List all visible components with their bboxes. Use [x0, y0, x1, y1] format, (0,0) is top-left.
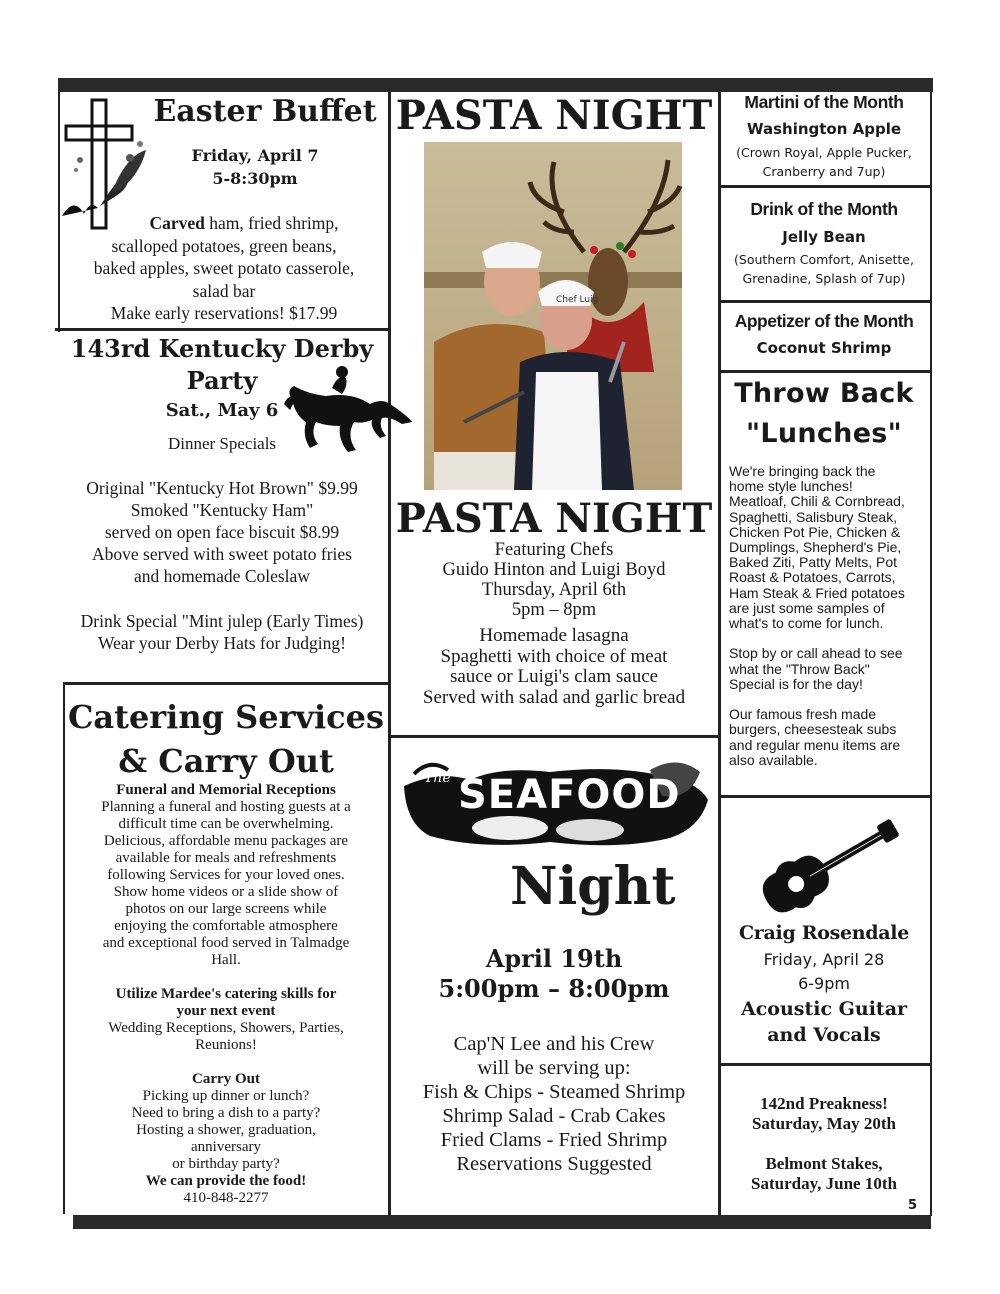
funeral-line: Hall.: [211, 952, 241, 968]
carry-heading: Carry Out: [192, 1071, 260, 1087]
derby-title-line1: 143rd Kentucky Derby: [70, 334, 374, 363]
derby-special-line: served on open face biscuit $8.99: [104, 522, 340, 542]
throwback-body: [729, 464, 929, 768]
drink-desc: [720, 250, 928, 288]
throwback-line: home style lunches!: [729, 478, 853, 495]
music-act-line2: and Vocals: [767, 1024, 881, 1046]
funeral-line: and exceptional food served in Talmadge: [102, 935, 350, 951]
guitar-icon: [750, 806, 902, 916]
pasta-info: [392, 540, 716, 620]
carry-line: Need to bring a dish to a party?: [131, 1105, 321, 1121]
throwback-line: Baked Ziti, Patty Melts, Pot: [729, 554, 898, 571]
funeral-line: Show home videos or a slide show of: [113, 884, 339, 900]
seafood-logo-word: SEAFOOD: [458, 772, 681, 818]
drink-desc-line2: Grenadine, Splash of 7up): [742, 271, 906, 286]
rule-music-races: [718, 1063, 932, 1066]
derby-special-line: Above served with sweet potato fries: [92, 544, 352, 564]
music-act-line1: Acoustic Guitar: [740, 998, 908, 1020]
preakness-line2: Saturday, May 20th: [751, 1114, 897, 1133]
throwback-title-line2: "Lunches": [745, 418, 903, 449]
easter-menu-line: scalloped potatoes, green beans,: [111, 235, 337, 256]
hat-text: Chef Luig: [556, 295, 599, 305]
phone-number: 410-848-2277: [183, 1190, 269, 1206]
drink-desc-line1: (Southern Comfort, Anisette,: [734, 252, 914, 267]
funeral-line: available for meals and refreshments: [115, 850, 337, 866]
rule-martini-drink: [718, 185, 932, 188]
funeral-line: difficult time can be overwhelming.: [118, 816, 334, 832]
carry-line: or birthday party?: [172, 1156, 280, 1172]
drink-name: Jelly Bean: [782, 228, 866, 246]
utilize-heading-line1: Utilize Mardee's catering skills for: [115, 986, 337, 1002]
funeral-heading: Funeral and Memorial Receptions: [116, 782, 336, 798]
drink-heading: Drink of the Month: [750, 199, 898, 219]
pasta-date: Thursday, April 6th: [481, 580, 627, 600]
throwback-line: Roast & Potatoes, Carrots,: [729, 569, 896, 586]
derby-special-line: Smoked "Kentucky Ham": [130, 500, 314, 520]
rule-appetizer-throwback: [718, 370, 932, 373]
throwback-line: burgers, cheesesteak subs: [729, 721, 897, 738]
easter-menu: [64, 212, 384, 325]
easter-menu-line: salad bar: [192, 280, 256, 301]
funeral-line: Delicious, affordable menu packages are: [103, 833, 349, 849]
derby-special-line: Original "Kentucky Hot Brown" $9.99: [86, 478, 358, 498]
throwback-line: are just some samples of: [729, 599, 885, 616]
throwback-title-line1: Throw Back: [734, 378, 914, 409]
funeral-line: following Services for your loved ones.: [107, 867, 345, 883]
top-bar: [58, 78, 933, 92]
easter-menu-lead: Carved: [149, 213, 205, 233]
pasta-menu-line: sauce or Luigi's clam sauce: [449, 666, 659, 687]
bottom-bar: [73, 1215, 931, 1229]
seafood-line: Fish & Chips - Steamed Shrimp: [422, 1081, 686, 1103]
rule-pasta-seafood: [390, 735, 720, 738]
funeral-line: photos on our large screens while: [125, 901, 327, 917]
seafood-logo: [400, 750, 712, 854]
chefs-photo: [424, 142, 682, 490]
seafood-night-word: Night: [510, 856, 676, 917]
rule-easter-derby: [55, 328, 390, 331]
pasta-title-bottom: PASTA NIGHT: [395, 495, 713, 542]
music-performer: Craig Rosendale: [738, 922, 910, 944]
utilize-line: Wedding Receptions, Showers, Parties,: [108, 1020, 344, 1036]
right-column-edge: [930, 92, 932, 1216]
rule-drink-appetizer: [718, 300, 932, 303]
easter-title: Easter Buffet: [153, 94, 377, 129]
music-date: Friday, April 28: [763, 950, 885, 969]
pasta-menu-line: Homemade lasagna: [479, 625, 629, 646]
derby-drink-line1: Drink Special "Mint julep (Early Times): [80, 611, 364, 631]
martini-desc-line2: Cranberry and 7up): [762, 164, 886, 179]
throwback-line: what's to come for lunch.: [729, 615, 884, 632]
throwback-line: Dumplings, Shepherd's Pie,: [729, 539, 902, 556]
easter-date: Friday, April 7: [191, 146, 319, 165]
music-act: [720, 996, 928, 1048]
seafood-logo-small: The: [424, 770, 451, 786]
derby-title-line2: Party: [186, 366, 258, 395]
throwback-line: also available.: [729, 751, 818, 768]
rule-throwback-music: [718, 795, 932, 798]
seafood-line: Fried Clams - Fried Shrimp: [440, 1129, 668, 1151]
carry-line: Picking up dinner or lunch?: [142, 1088, 310, 1104]
derby-special-line: and homemade Coleslaw: [134, 566, 310, 586]
martini-name: Washington Apple: [746, 120, 902, 138]
funeral-line: Planning a funeral and hosting guests at a: [101, 799, 351, 815]
throwback-line: Meatloaf, Chili & Cornbread,: [729, 493, 905, 510]
throwback-line: Spaghetti, Salisbury Steak,: [729, 508, 898, 525]
music-time: 6-9pm: [798, 974, 850, 993]
derby-drink: [58, 610, 386, 654]
martini-desc-line1: (Crown Royal, Apple Pucker,: [736, 145, 912, 160]
funeral-line: enjoying the comfortable atmosphere: [114, 918, 338, 934]
derby-drink-line2: Wear your Derby Hats for Judging!: [98, 633, 346, 653]
racehorse-icon: [282, 364, 414, 458]
carry-line: Hosting a shower, graduation,: [136, 1122, 316, 1138]
throwback-line: Special is for the day!: [729, 675, 863, 692]
throwback-line: Stop by or call ahead to see: [729, 645, 903, 662]
pasta-title-top: PASTA NIGHT: [395, 92, 713, 139]
throwback-line: Chicken Pot Pie, Chicken &: [729, 523, 901, 540]
seafood-menu: [392, 1032, 716, 1176]
throwback-line: Our famous fresh made: [729, 706, 877, 723]
rule-derby-catering: [63, 682, 390, 685]
seafood-date: April 19th: [485, 944, 623, 973]
martini-desc: [720, 143, 928, 181]
easter-time: 5-8:30pm: [212, 169, 298, 188]
seafood-line: Cap'N Lee and his Crew: [453, 1033, 655, 1055]
pasta-featuring: Featuring Chefs: [494, 540, 614, 560]
seafood-line: will be serving up:: [477, 1057, 631, 1079]
seafood-line: Reservations Suggested: [456, 1153, 652, 1175]
races: [720, 1094, 928, 1194]
pasta-time: 5pm – 8pm: [511, 600, 597, 620]
utilize-line: Reunions!: [195, 1037, 257, 1053]
appetizer-heading: Appetizer of the Month: [734, 311, 914, 331]
catering-body: [66, 782, 386, 1207]
pasta-chefs: Guido Hinton and Luigi Boyd: [442, 560, 666, 580]
martini-heading: Martini of the Month: [744, 92, 904, 112]
derby-specials: [62, 477, 382, 587]
carry-line: anniversary: [191, 1139, 261, 1155]
seafood-time: 5:00pm – 8:00pm: [438, 974, 670, 1003]
pasta-menu-line: Served with salad and garlic bread: [422, 686, 686, 708]
pasta-menu-line: Spaghetti with choice of meat: [440, 645, 668, 667]
easter-menu-line: baked apples, sweet potato casserole,: [93, 258, 355, 278]
derby-date: Sat., May 6: [165, 400, 279, 421]
appetizer-name: Coconut Shrimp: [756, 339, 892, 357]
easter-menu-line: ham, fried shrimp,: [204, 213, 339, 233]
utilize-heading-line2: your next event: [176, 1003, 276, 1019]
seafood-line: Shrimp Salad - Crab Cakes: [442, 1105, 666, 1127]
belmont-line2: Saturday, June 10th: [751, 1174, 897, 1193]
preakness-line1: 142nd Preakness!: [760, 1094, 888, 1113]
carry-bold: We can provide the food!: [145, 1173, 307, 1189]
throwback-line: Ham Steak & Fried potatoes: [729, 584, 905, 601]
catering-title-line2: & Carry Out: [118, 742, 334, 780]
divider-left: [388, 92, 391, 1216]
derby-subtitle: Dinner Specials: [167, 434, 277, 453]
easter-menu-line: Make early reservations! $17.99: [110, 303, 338, 323]
page-number: 5: [908, 1198, 918, 1213]
catering-left-edge: [63, 684, 65, 1214]
pasta-menu: [392, 626, 716, 708]
catering-title-line1: Catering Services: [67, 698, 385, 736]
belmont-line1: Belmont Stakes,: [765, 1154, 883, 1173]
throwback-line: what the "Throw Back": [729, 660, 870, 677]
throwback-line: We're bringing back the: [729, 463, 876, 479]
throwback-line: and regular menu items are: [729, 736, 901, 753]
